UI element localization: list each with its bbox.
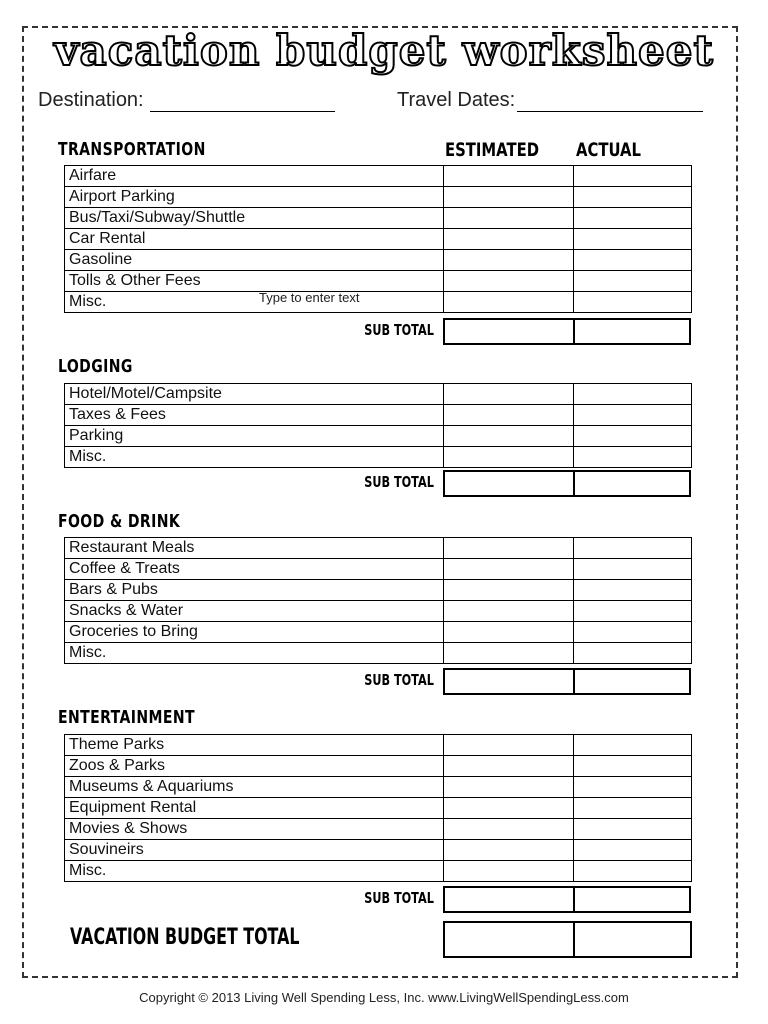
item-label: Movies & Shows [65,819,444,840]
transportation-subtotal-estimated[interactable] [443,318,575,345]
actual-cell[interactable] [574,798,692,819]
estimated-cell[interactable] [444,777,574,798]
table-row [65,601,692,622]
subtotal-label: SUB TOTAL [364,671,434,689]
estimated-cell[interactable] [444,250,574,271]
table-row [65,861,692,882]
entertainment-table [64,734,692,882]
actual-cell[interactable] [574,271,692,292]
item-label: Tolls & Other Fees [65,271,444,292]
estimated-cell[interactable] [444,735,574,756]
actual-cell[interactable] [574,229,692,250]
estimated-cell[interactable] [444,819,574,840]
item-label: Bars & Pubs [65,580,444,601]
destination-label: Destination: [38,89,144,111]
item-label: Airport Parking [65,187,444,208]
lodging-subtotal-row [64,470,691,497]
actual-cell[interactable] [574,819,692,840]
actual-column-header: ACTUAL [576,139,641,161]
table-row [65,756,692,777]
item-label: Hotel/Motel/Campsite [65,384,444,405]
table-row [65,777,692,798]
actual-cell[interactable] [574,166,692,187]
actual-cell[interactable] [574,208,692,229]
travel-dates-field[interactable] [517,111,703,112]
table-row [65,426,692,447]
item-label: Taxes & Fees [65,405,444,426]
item-label: Zoos & Parks [65,756,444,777]
actual-cell[interactable] [574,777,692,798]
type-to-enter-text[interactable]: Type to enter text [259,290,360,305]
actual-cell[interactable] [574,735,692,756]
item-label: Airfare [65,166,444,187]
estimated-cell[interactable] [444,861,574,882]
estimated-cell[interactable] [444,187,574,208]
item-label: Parking [65,426,444,447]
estimated-cell[interactable] [444,601,574,622]
food-drink-subtotal-row [64,668,691,695]
table-row [65,229,692,250]
lodging-subtotal-actual[interactable] [573,470,691,497]
actual-cell[interactable] [574,292,692,313]
actual-cell[interactable] [574,559,692,580]
food-drink-subtotal-actual[interactable] [573,668,691,695]
subtotal-label: SUB TOTAL [364,321,434,339]
actual-cell[interactable] [574,538,692,559]
worksheet-title: vacation budget worksheet [54,26,714,75]
transportation-subtotal-actual[interactable] [573,318,691,345]
table-row [65,166,692,187]
actual-cell[interactable] [574,384,692,405]
item-label: Groceries to Bring [65,622,444,643]
estimated-cell[interactable] [444,384,574,405]
lodging-table [64,383,692,468]
table-row [65,735,692,756]
estimated-cell[interactable] [444,840,574,861]
table-row [65,447,692,468]
estimated-cell[interactable] [444,405,574,426]
table-row [65,840,692,861]
actual-cell[interactable] [574,756,692,777]
table-row [65,292,692,313]
vacation-budget-total-estimated[interactable] [443,921,575,958]
item-label: Gasoline [65,250,444,271]
table-row [65,819,692,840]
item-label: Misc. [65,447,444,468]
item-label: Coffee & Treats [65,559,444,580]
actual-cell[interactable] [574,187,692,208]
copyright-footer: Copyright © 2013 Living Well Spending Less, Inc. www.LivingWellSpendingLess.com [139,990,629,1005]
table-row [65,538,692,559]
table-row [65,798,692,819]
food-drink-table [64,537,692,664]
item-label: Theme Parks [65,735,444,756]
transportation-table [64,165,692,313]
item-label: Misc. [65,861,444,882]
actual-cell[interactable] [574,861,692,882]
item-label: Restaurant Meals [65,538,444,559]
estimated-cell[interactable] [444,426,574,447]
estimated-cell[interactable] [444,292,574,313]
table-row [65,271,692,292]
item-label: Misc. [65,643,444,664]
item-label: Equipment Rental [65,798,444,819]
table-row [65,559,692,580]
section-heading-lodging: LODGING [58,356,133,377]
destination-field[interactable] [150,111,335,112]
estimated-cell[interactable] [444,756,574,777]
table-row [65,250,692,271]
item-label: Car Rental [65,229,444,250]
food-drink-subtotal-estimated[interactable] [443,668,575,695]
table-row [65,622,692,643]
subtotal-label: SUB TOTAL [364,889,434,907]
entertainment-subtotal-estimated[interactable] [443,886,575,913]
entertainment-subtotal-row [64,886,691,913]
estimated-cell[interactable] [444,798,574,819]
table-row [65,187,692,208]
table-row [65,580,692,601]
lodging-subtotal-estimated[interactable] [443,470,575,497]
item-label: Bus/Taxi/Subway/Shuttle [65,208,444,229]
estimated-cell[interactable] [444,447,574,468]
actual-cell[interactable] [574,580,692,601]
estimated-cell[interactable] [444,271,574,292]
section-heading-transportation: TRANSPORTATION [58,139,206,160]
estimated-cell[interactable] [444,580,574,601]
vacation-budget-total-actual[interactable] [573,921,692,958]
actual-cell[interactable] [574,643,692,664]
item-label: Souvineirs [65,840,444,861]
item-label: Museums & Aquariums [65,777,444,798]
estimated-cell[interactable] [444,559,574,580]
table-row [65,643,692,664]
estimated-cell[interactable] [444,643,574,664]
estimated-column-header: ESTIMATED [445,139,540,161]
actual-cell[interactable] [574,622,692,643]
estimated-cell[interactable] [444,208,574,229]
actual-cell[interactable] [574,601,692,622]
estimated-cell[interactable] [444,229,574,250]
item-label: Misc. [65,292,444,313]
estimated-cell[interactable] [444,622,574,643]
table-row [65,384,692,405]
subtotal-label: SUB TOTAL [364,473,434,491]
section-heading-entertainment: ENTERTAINMENT [58,707,195,728]
estimated-cell[interactable] [444,166,574,187]
actual-cell[interactable] [574,447,692,468]
actual-cell[interactable] [574,405,692,426]
transportation-subtotal-row [64,318,691,345]
actual-cell[interactable] [574,250,692,271]
vacation-budget-total-label: VACATION BUDGET TOTAL [70,925,300,950]
actual-cell[interactable] [574,426,692,447]
estimated-cell[interactable] [444,538,574,559]
entertainment-subtotal-actual[interactable] [573,886,691,913]
table-row [65,208,692,229]
actual-cell[interactable] [574,840,692,861]
item-label: Snacks & Water [65,601,444,622]
travel-dates-label: Travel Dates: [397,89,516,111]
section-heading-food-drink: FOOD & DRINK [58,511,181,532]
table-row [65,405,692,426]
